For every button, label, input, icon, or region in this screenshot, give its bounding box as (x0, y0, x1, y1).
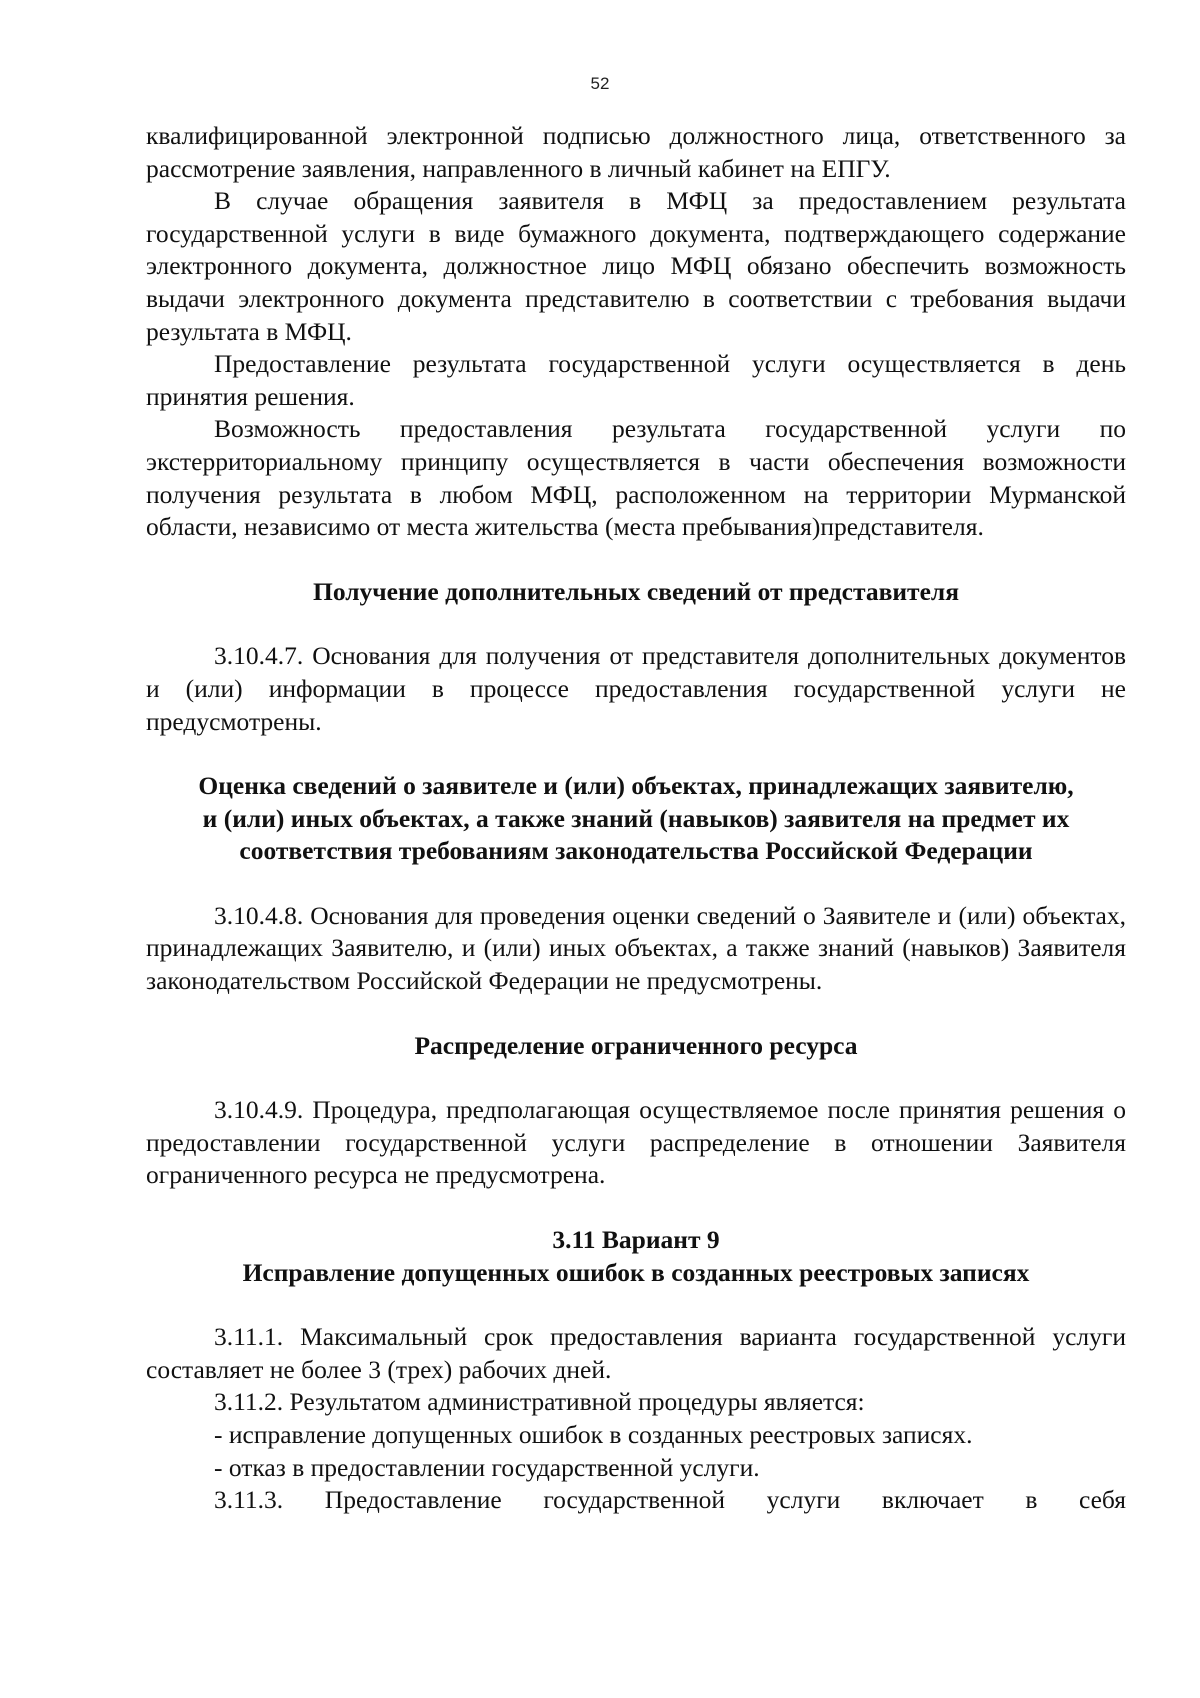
paragraph-3-11-3: 3.11.3. Предоставление государственной услуги включает в себя (214, 1485, 1126, 1515)
heading-additional-info: Получение дополнительных сведений от представителя (312, 576, 960, 606)
heading-assessment (146, 770, 1126, 868)
heading-variant-9-number: 3.11 Вариант 9 (552, 1225, 720, 1255)
list-item-refusal: - отказ в предоставлении государственной услуги. (214, 1452, 760, 1482)
heading-assessment-line-2: и (или) иных объектах, а также знаний (навыков) заявителя на предмет их (202, 803, 1070, 833)
paragraph-3-11-1: 3.11.1. Максимальный срок предоставления варианта государственной услуги составляет не более 3 (трех) рабочих дней. (146, 1322, 1126, 1384)
paragraph-3-10-4-9: 3.10.4.9. Процедура, предполагающая осуществляемое после принятия решения о предоставлении государственной услуги распределение в отношении Заявителя ограниченного ресурса не предусмотрена. (146, 1095, 1126, 1190)
paragraph-3-10-4-7: 3.10.4.7. Основания для получения от представителя дополнительных документов и (или) информации в процессе предоставления государственной услуги не предусмотрены. (146, 641, 1126, 736)
page-number: 52 (590, 74, 610, 93)
paragraph-extraterritorial: Возможность предоставления результата государственной услуги по экстерриториальному принципу осуществляется в части обеспечения возможности получения результата в любом МФЦ, расположенном на территории Мурманской области, независимо от места жительства (места пребывания)представителя. (146, 414, 1126, 542)
heading-assessment-line-1: Оценка сведений о заявителе и (или) объектах, принадлежащих заявителю, (198, 771, 1074, 801)
list-item-correction: - исправление допущенных ошибок в созданных реестровых записях. (214, 1420, 973, 1449)
heading-assessment-line-3: соответствия требованиям законодательства Российской Федерации (239, 836, 1033, 866)
document-body (146, 120, 1126, 1517)
heading-variant-9 (146, 1224, 1126, 1289)
paragraph-signature: квалифицированной электронной подписью должностного лица, ответственного за рассмотрение заявления, направленного в личный кабинет на ЕПГУ. (146, 121, 1126, 183)
heading-limited-resource: Распределение ограниченного ресурса (414, 1030, 858, 1060)
heading-variant-9-title: Исправление допущенных ошибок в созданных реестровых записях (242, 1257, 1030, 1287)
paragraph-mfc-paper-copy: В случае обращения заявителя в МФЦ за предоставлением результата государственной услуги в виде бумажного документа, подтверждающего содержание электронного документа, должностное лицо МФЦ обязано обеспечить возможность выдачи электронного документа представителю в соответствии с требования выдачи результата в МФЦ. (146, 186, 1126, 346)
paragraph-3-10-4-8: 3.10.4.8. Основания для проведения оценки сведений о Заявителе и (или) объектах, принадлежащих Заявителю, и (или) иных объектах, а также знаний (навыков) Заявителя законодательством Российской Федерации не предусмотрены. (146, 900, 1126, 996)
paragraph-result-delivery-day: Предоставление результата государственной услуги осуществляется в день принятия решения. (146, 349, 1126, 411)
paragraph-3-11-2: 3.11.2. Результатом административной процедуры является: (214, 1387, 865, 1417)
